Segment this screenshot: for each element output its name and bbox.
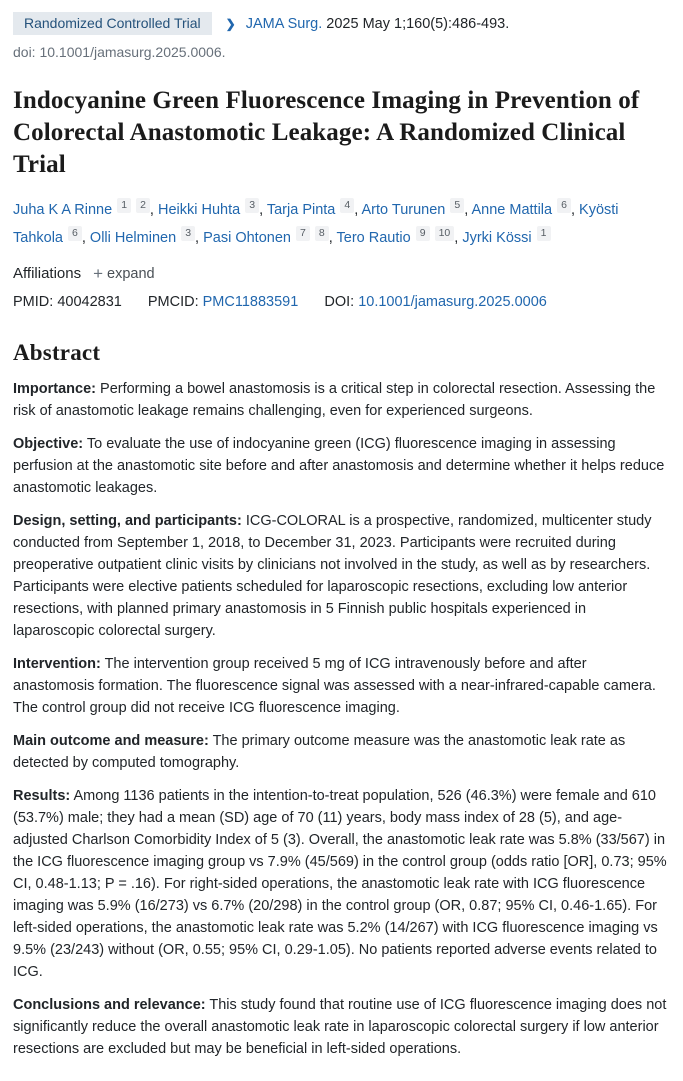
abstract-section-label: Importance: bbox=[13, 381, 96, 398]
author-link[interactable]: Tero Rautio bbox=[336, 229, 411, 246]
abstract-section-label: Intervention: bbox=[13, 656, 101, 673]
publication-type-badge[interactable]: Randomized Controlled Trial bbox=[13, 12, 212, 35]
abstract-section: Main outcome and measure: The primary outcome measure was the anastomotic leak rate as detected by computed tomography. bbox=[13, 733, 626, 772]
journal-citation bbox=[246, 16, 510, 32]
author-affiliation-number[interactable]: 8 bbox=[315, 226, 329, 241]
citation-details: 2025 May 1;160(5):486-493. bbox=[322, 15, 510, 32]
author-affiliation-number[interactable]: 1 bbox=[537, 226, 551, 241]
abstract-sections bbox=[13, 378, 669, 1060]
citation-row bbox=[13, 12, 669, 35]
author-link[interactable]: Anne Mattila bbox=[471, 202, 553, 218]
author-affiliation-number[interactable]: 3 bbox=[181, 226, 195, 241]
abstract-section-label: Design, setting, and participants: bbox=[13, 513, 242, 530]
pmcid-label: PMCID: bbox=[147, 294, 199, 311]
abstract-section: Design, setting, and participants: ICG-COLORAL is a prospective, randomized, multicenter study conducted from September 1, 2018, to December 31, 2023. Participants were recruited during preoperative outpatient clinic visits by clinicians not involved in the study, as well as by researchers. Participants were elective patients scheduled for laparoscopic resections, excluding low anterior resections, with planned primary anastomosis in 5 Finnish public hospitals experienced in laparoscopic colorectal surgery. bbox=[13, 513, 652, 640]
article-header bbox=[13, 12, 669, 310]
abstract-section: Results: Among 1136 patients in the intention-to-treat population, 526 (46.3%) were female and 610 (53.7%) male; they had a mean (SD) age of 70 (11) years, body mass index of 28 (5), and age-adjusted Charlson Comorbidity Index of 5 (3). Overall, the anastomotic leak rate was 5.8% (33/567) in the ICG fluorescence imaging group vs 7.9% (45/569) in the control group (odds ratio [OR], 0.73; 95% CI, 0.48-1.13; P = .16). For right-sided operations, the anastomotic leak rate with ICG fluorescence imaging was 5.9% (16/273) vs 6.7% (20/298) in the control group (OR, 0.87; 95% CI, 0.46-1.65). For left-sided operations, the anastomotic leak rate was 5.2% (14/267) with ICG fluorescence imaging vs 9.5% (23/243) without (OR, 0.55; 95% CI, 0.29-1.05). No patients reported adverse events related to ICG. bbox=[13, 788, 667, 981]
author-affiliation-number[interactable]: 10 bbox=[435, 226, 455, 241]
affiliations-row bbox=[13, 265, 669, 282]
author bbox=[462, 226, 550, 246]
author-link[interactable]: Jyrki Kössi bbox=[462, 229, 532, 246]
author-link[interactable]: Heikki Huhta bbox=[157, 202, 241, 218]
author-list bbox=[13, 197, 669, 252]
plus-icon: + bbox=[93, 264, 104, 284]
author-link[interactable]: Kyösti Tahkola bbox=[13, 202, 619, 246]
abstract-section-label: Conclusions and relevance: bbox=[13, 997, 206, 1014]
expand-label: expand bbox=[107, 265, 155, 282]
author-link[interactable]: Olli Helminen bbox=[89, 229, 177, 246]
author-link[interactable]: Tarja Pinta bbox=[266, 202, 336, 218]
abstract-section: Importance: Performing a bowel anastomosis is a critical step in colorectal resection. Assessing the risk of anastomotic leakage remains challenging, even for experienced surgeons. bbox=[13, 381, 656, 420]
author-link[interactable]: Pasi Ohtonen bbox=[203, 229, 291, 246]
journal-link[interactable]: JAMA Surg. bbox=[245, 15, 323, 32]
abstract-section-label: Objective: bbox=[13, 436, 84, 453]
chevron-right-icon: ❯ bbox=[225, 16, 236, 31]
doi-item bbox=[324, 294, 547, 310]
author: Anne Mattila $^6$ , bbox=[471, 199, 580, 218]
author-affiliation-number[interactable]: 5 bbox=[450, 198, 464, 213]
affiliations-label: Affiliations bbox=[13, 265, 82, 283]
author: Olli Helminen $^3$ , bbox=[89, 226, 204, 246]
pmcid-item bbox=[148, 294, 302, 310]
abstract-section-label: Results: bbox=[13, 788, 71, 805]
author: Tarja Pinta $^4$ , bbox=[266, 199, 362, 218]
abstract-section-label: Main outcome and measure: bbox=[13, 733, 209, 750]
pmid-value: 40042831 bbox=[57, 294, 122, 311]
doi-label: DOI: bbox=[324, 294, 355, 311]
author-link[interactable]: Juha K A Rinne bbox=[13, 202, 113, 218]
pmcid-link[interactable]: PMC11883591 bbox=[202, 294, 299, 311]
author-affiliation-number[interactable]: 9 bbox=[416, 226, 430, 241]
abstract-section: Intervention: The intervention group received 5 mg of ICG intravenously before and after anastomosis formation. The fluorescence signal was assessed with a near-infrared-capable camera. The control group did not receive ICG fluorescence imaging. bbox=[13, 656, 656, 717]
author: Heikki Huhta $^3$ , bbox=[157, 199, 267, 218]
author: Juha K A Rinne $^1$ $^2$ , bbox=[13, 199, 158, 218]
author: Arto Turunen $^5$ , bbox=[361, 199, 472, 218]
abstract-heading: Abstract bbox=[13, 340, 101, 366]
abstract-section: Conclusions and relevance: This study found that routine use of ICG fluorescence imaging does not significantly reduce the overall anastomotic leak rate in laparoscopic colorectal surgery if low anterior resections are excluded but may be beneficial in left-sided operations. bbox=[13, 997, 667, 1058]
pmid-item bbox=[13, 294, 126, 310]
doi-line: doi: 10.1001/jamasurg.2025.0006. bbox=[13, 44, 226, 60]
doi-link[interactable]: 10.1001/jamasurg.2025.0006 bbox=[358, 294, 547, 311]
author: Kyösti Tahkola $^6$ , bbox=[13, 202, 619, 246]
author-affiliation-number[interactable]: 2 bbox=[136, 198, 150, 213]
author-affiliation-number[interactable]: 3 bbox=[245, 198, 259, 213]
author-affiliation-number[interactable]: 6 bbox=[68, 226, 82, 241]
author-link[interactable]: Arto Turunen bbox=[361, 202, 446, 218]
affiliations-expand-button[interactable] bbox=[93, 265, 155, 282]
identifiers-row bbox=[13, 294, 669, 310]
pmid-label: PMID: bbox=[13, 294, 54, 311]
abstract-section: Objective: To evaluate the use of indocyanine green (ICG) fluorescence imaging in assessing perfusion at the anastomotic site before and after anastomosis and determine whether it helps reduce anastomotic leakages. bbox=[13, 436, 665, 497]
author-affiliation-number[interactable]: 7 bbox=[296, 226, 310, 241]
author: Tero Rautio $^9$ $^{10}$ , bbox=[336, 226, 463, 246]
article-title: Indocyanine Green Fluorescence Imaging in Prevention of Colorectal Anastomotic Leakage: A Randomized Clinical Trial bbox=[13, 87, 640, 178]
author-affiliation-number[interactable]: 1 bbox=[117, 198, 131, 213]
author-affiliation-number[interactable]: 6 bbox=[557, 198, 571, 213]
author-affiliation-number[interactable]: 4 bbox=[340, 198, 354, 213]
abstract-container bbox=[13, 340, 669, 1060]
author: Pasi Ohtonen $^7$ $^8$ , bbox=[203, 226, 337, 246]
